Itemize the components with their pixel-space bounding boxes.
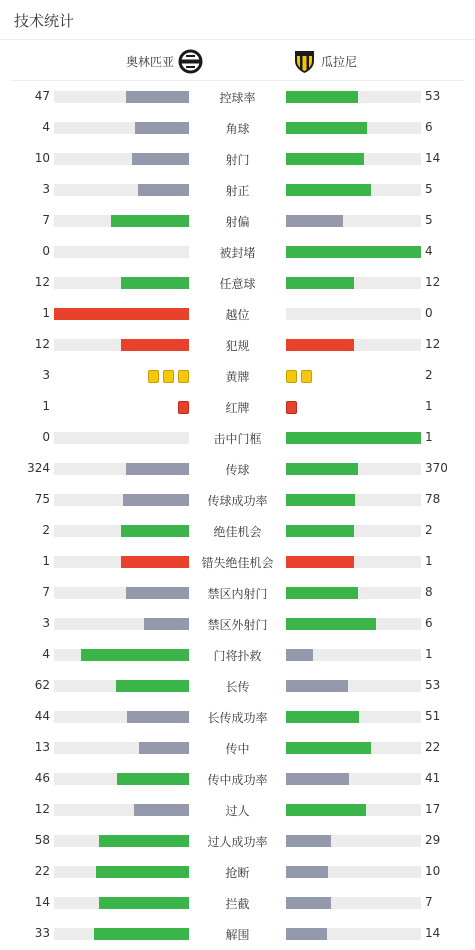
stat-label: 越位	[225, 308, 250, 322]
stat-row	[0, 918, 475, 949]
olimpia-crest-icon	[178, 49, 203, 74]
away-stat-bar-fill	[286, 277, 354, 289]
away-stat-bar	[286, 215, 421, 227]
home-stat-value: 4	[42, 647, 50, 661]
home-stat-value: 12	[34, 275, 50, 289]
home-stat-value: 7	[42, 213, 50, 227]
stat-label: 黄牌	[225, 370, 250, 384]
home-stat-value: 1	[42, 306, 50, 320]
home-stat-bar	[54, 494, 189, 506]
home-stat-value: 44	[34, 709, 50, 723]
home-stat-value: 3	[42, 616, 50, 630]
stat-row	[0, 639, 475, 670]
home-stat-bar-fill	[139, 742, 189, 754]
home-stat-bar-fill	[121, 339, 189, 351]
home-stat-value: 47	[34, 89, 50, 103]
away-stat-value: 6	[425, 120, 433, 134]
away-stat-bar	[286, 525, 421, 537]
away-stat-bar	[286, 928, 421, 940]
home-stat-value: 46	[34, 771, 50, 785]
home-stat-bar	[54, 432, 189, 444]
away-stat-bar	[286, 711, 421, 723]
stat-label: 抢断	[225, 866, 250, 880]
stat-row	[0, 143, 475, 174]
away-cards	[286, 370, 312, 383]
stat-label: 红牌	[225, 401, 250, 415]
home-stat-value: 0	[42, 430, 50, 444]
away-stat-value: 53	[425, 678, 441, 692]
yellow-card-icon	[286, 370, 297, 383]
page-header	[0, 0, 475, 40]
home-stat-bar	[54, 649, 189, 661]
home-stat-bar-fill	[144, 618, 189, 630]
stat-row	[0, 484, 475, 515]
stat-row	[0, 608, 475, 639]
home-stat-bar	[54, 587, 189, 599]
away-team-name: 瓜拉尼	[321, 54, 358, 69]
home-stat-bar	[54, 277, 189, 289]
home-stat-value: 1	[42, 399, 50, 413]
home-stat-bar-fill	[94, 928, 189, 940]
home-stat-bar	[54, 525, 189, 537]
home-stat-value: 2	[42, 523, 50, 537]
home-stat-bar	[54, 556, 189, 568]
away-stat-bar-fill	[286, 153, 364, 165]
stat-label: 角球	[225, 122, 250, 136]
away-stat-value: 5	[425, 213, 433, 227]
away-stat-value: 5	[425, 182, 433, 196]
teams-header	[10, 41, 465, 81]
away-stat-bar-fill	[286, 804, 366, 816]
away-stat-bar-fill	[286, 680, 348, 692]
home-stat-bar	[54, 742, 189, 754]
away-stat-value: 370	[425, 461, 448, 475]
away-stat-bar	[286, 866, 421, 878]
away-stat-value: 1	[425, 554, 433, 568]
away-stat-bar-fill	[286, 742, 371, 754]
home-stat-bar-fill	[138, 184, 189, 196]
yellow-card-icon	[178, 370, 189, 383]
away-stat-bar-fill	[286, 928, 327, 940]
home-stat-value: 22	[34, 864, 50, 878]
home-stat-bar-fill	[121, 556, 189, 568]
away-stat-value: 22	[425, 740, 441, 754]
home-stat-bar-fill	[96, 866, 189, 878]
home-stat-bar-fill	[135, 122, 189, 134]
home-stat-bar-fill	[54, 308, 189, 320]
away-stat-bar-fill	[286, 773, 349, 785]
home-stat-bar-fill	[111, 215, 189, 227]
away-stat-bar-fill	[286, 556, 354, 568]
away-stat-bar	[286, 308, 421, 320]
stat-label: 被封堵	[219, 246, 256, 260]
away-stat-bar	[286, 835, 421, 847]
stat-row	[0, 422, 475, 453]
home-stat-bar	[54, 215, 189, 227]
away-cards	[286, 401, 297, 414]
stat-row	[0, 329, 475, 360]
stat-label: 解围	[225, 928, 250, 942]
away-stat-bar	[286, 742, 421, 754]
home-stat-value: 7	[42, 585, 50, 599]
away-stat-bar-fill	[286, 184, 371, 196]
stat-label: 禁区内射门	[207, 587, 268, 601]
away-stat-value: 78	[425, 492, 441, 506]
stat-row	[0, 670, 475, 701]
stat-row	[0, 267, 475, 298]
home-stat-bar-fill	[123, 494, 189, 506]
away-stat-value: 29	[425, 833, 441, 847]
home-stat-bar	[54, 711, 189, 723]
away-stat-value: 6	[425, 616, 433, 630]
stat-label: 犯规	[225, 339, 250, 353]
home-stat-bar	[54, 618, 189, 630]
home-stat-value: 3	[42, 182, 50, 196]
home-stat-bar-fill	[116, 680, 189, 692]
stat-row	[0, 887, 475, 918]
home-stat-bar	[54, 897, 189, 909]
away-stat-value: 1	[425, 647, 433, 661]
away-stat-value: 14	[425, 926, 441, 940]
away-stat-bar-fill	[286, 711, 359, 723]
stat-row	[0, 112, 475, 143]
home-stat-value: 58	[34, 833, 50, 847]
stat-label: 传中成功率	[207, 773, 268, 787]
away-stat-bar-fill	[286, 494, 355, 506]
home-stat-value: 33	[34, 926, 50, 940]
away-stat-value: 8	[425, 585, 433, 599]
away-stat-bar	[286, 432, 421, 444]
stat-row	[0, 391, 475, 422]
home-stat-value: 62	[34, 678, 50, 692]
stat-label: 禁区外射门	[207, 618, 268, 632]
away-stat-bar-fill	[286, 463, 358, 475]
away-stat-value: 10	[425, 864, 441, 878]
away-stat-bar-fill	[286, 246, 421, 258]
stat-row	[0, 825, 475, 856]
home-stat-bar-fill	[99, 897, 189, 909]
away-stat-bar-fill	[286, 432, 421, 444]
away-stat-bar-fill	[286, 587, 358, 599]
stat-label: 击中门框	[213, 432, 262, 446]
home-stat-bar-fill	[99, 835, 189, 847]
away-stat-bar	[286, 91, 421, 103]
away-stat-bar	[286, 649, 421, 661]
away-stat-bar	[286, 339, 421, 351]
away-stat-value: 12	[425, 275, 441, 289]
away-stat-value: 51	[425, 709, 441, 723]
home-stat-value: 10	[34, 151, 50, 165]
home-stat-bar	[54, 463, 189, 475]
away-stat-value: 4	[425, 244, 433, 258]
yellow-card-icon	[301, 370, 312, 383]
home-team[interactable]	[126, 47, 203, 75]
away-stat-bar-fill	[286, 897, 331, 909]
stat-label: 长传成功率	[207, 711, 268, 725]
home-stat-bar-fill	[121, 277, 189, 289]
away-stat-value: 17	[425, 802, 441, 816]
stat-label: 拦截	[225, 897, 250, 911]
away-stat-bar-fill	[286, 618, 376, 630]
stat-label: 任意球	[219, 277, 256, 291]
home-stat-value: 75	[34, 492, 50, 506]
home-stat-value: 324	[27, 461, 50, 475]
stat-row	[0, 763, 475, 794]
yellow-card-icon	[148, 370, 159, 383]
stat-label: 门将扑救	[213, 649, 262, 663]
away-stat-bar	[286, 804, 421, 816]
stat-row	[0, 701, 475, 732]
home-stat-bar-fill	[117, 773, 189, 785]
home-stat-bar	[54, 835, 189, 847]
stat-row	[0, 732, 475, 763]
home-stat-bar-fill	[127, 711, 189, 723]
home-cards	[178, 401, 189, 414]
away-stat-value: 2	[425, 368, 433, 382]
stat-row	[0, 174, 475, 205]
away-stat-bar	[286, 773, 421, 785]
home-stat-bar-fill	[132, 153, 189, 165]
away-stat-value: 41	[425, 771, 441, 785]
away-stat-bar	[286, 122, 421, 134]
stat-label: 错失绝佳机会	[201, 556, 274, 570]
stat-label: 传球成功率	[207, 494, 268, 508]
home-stat-bar-fill	[126, 91, 189, 103]
home-stat-bar	[54, 773, 189, 785]
home-stat-value: 0	[42, 244, 50, 258]
away-stat-value: 2	[425, 523, 433, 537]
home-stat-bar	[54, 928, 189, 940]
away-stat-bar	[286, 463, 421, 475]
home-stat-bar-fill	[126, 587, 189, 599]
away-stat-value: 1	[425, 430, 433, 444]
stat-row	[0, 856, 475, 887]
home-stat-bar-fill	[134, 804, 189, 816]
home-stat-value: 4	[42, 120, 50, 134]
stat-row	[0, 205, 475, 236]
home-cards	[148, 370, 189, 383]
home-stat-bar	[54, 866, 189, 878]
away-stat-bar	[286, 618, 421, 630]
red-card-icon	[286, 401, 297, 414]
stat-label: 传球	[225, 463, 250, 477]
home-stat-value: 14	[34, 895, 50, 909]
away-stat-bar	[286, 897, 421, 909]
away-stat-bar-fill	[286, 866, 328, 878]
away-stat-bar-fill	[286, 122, 367, 134]
home-stat-bar	[54, 122, 189, 134]
home-stat-bar	[54, 184, 189, 196]
stat-label: 绝佳机会	[213, 525, 262, 539]
page-title: 技术统计	[14, 12, 75, 30]
stat-row	[0, 515, 475, 546]
stat-row	[0, 236, 475, 267]
away-stat-bar	[286, 246, 421, 258]
stat-row	[0, 577, 475, 608]
stat-label: 过人成功率	[207, 835, 268, 849]
away-stat-bar	[286, 680, 421, 692]
away-stat-value: 7	[425, 895, 433, 909]
stat-row	[0, 453, 475, 484]
away-stat-value: 53	[425, 89, 441, 103]
away-team[interactable]	[292, 47, 357, 75]
stat-label: 长传	[225, 680, 250, 694]
home-stat-value: 13	[34, 740, 50, 754]
home-stat-value: 1	[42, 554, 50, 568]
home-stat-bar-fill	[126, 463, 189, 475]
stat-label: 过人	[225, 804, 250, 818]
home-stat-bar	[54, 153, 189, 165]
away-stat-bar	[286, 153, 421, 165]
away-stat-bar	[286, 277, 421, 289]
home-stat-bar	[54, 804, 189, 816]
home-stat-bar	[54, 246, 189, 258]
away-stat-bar-fill	[286, 339, 354, 351]
away-stat-value: 12	[425, 337, 441, 351]
away-stat-bar-fill	[286, 649, 313, 661]
home-stat-value: 12	[34, 337, 50, 351]
away-stat-bar	[286, 587, 421, 599]
away-stat-bar	[286, 556, 421, 568]
home-stat-bar-fill	[81, 649, 189, 661]
stat-label: 射偏	[225, 215, 250, 229]
home-stat-bar	[54, 91, 189, 103]
stat-label: 传中	[225, 742, 250, 756]
stat-row	[0, 794, 475, 825]
away-stat-bar	[286, 494, 421, 506]
red-card-icon	[178, 401, 189, 414]
yellow-card-icon	[163, 370, 174, 383]
stat-row	[0, 298, 475, 329]
home-stat-value: 3	[42, 368, 50, 382]
home-stat-bar	[54, 339, 189, 351]
home-stat-bar	[54, 308, 189, 320]
home-stat-bar-fill	[121, 525, 189, 537]
stat-label: 射正	[225, 184, 250, 198]
away-stat-value: 1	[425, 399, 433, 413]
stat-row	[0, 546, 475, 577]
home-stat-bar	[54, 680, 189, 692]
guarani-crest-icon	[292, 49, 317, 74]
away-stat-value: 0	[425, 306, 433, 320]
stat-label: 控球率	[219, 91, 256, 105]
away-stat-bar	[286, 184, 421, 196]
stat-row	[0, 81, 475, 112]
stats-list	[0, 81, 475, 949]
away-stat-bar-fill	[286, 91, 358, 103]
stat-row	[0, 360, 475, 391]
away-stat-value: 14	[425, 151, 441, 165]
away-stat-bar-fill	[286, 835, 331, 847]
home-team-name: 奥林匹亚	[125, 54, 174, 69]
away-stat-bar-fill	[286, 525, 354, 537]
home-stat-value: 12	[34, 802, 50, 816]
away-stat-bar-fill	[286, 215, 343, 227]
stat-label: 射门	[225, 153, 250, 167]
